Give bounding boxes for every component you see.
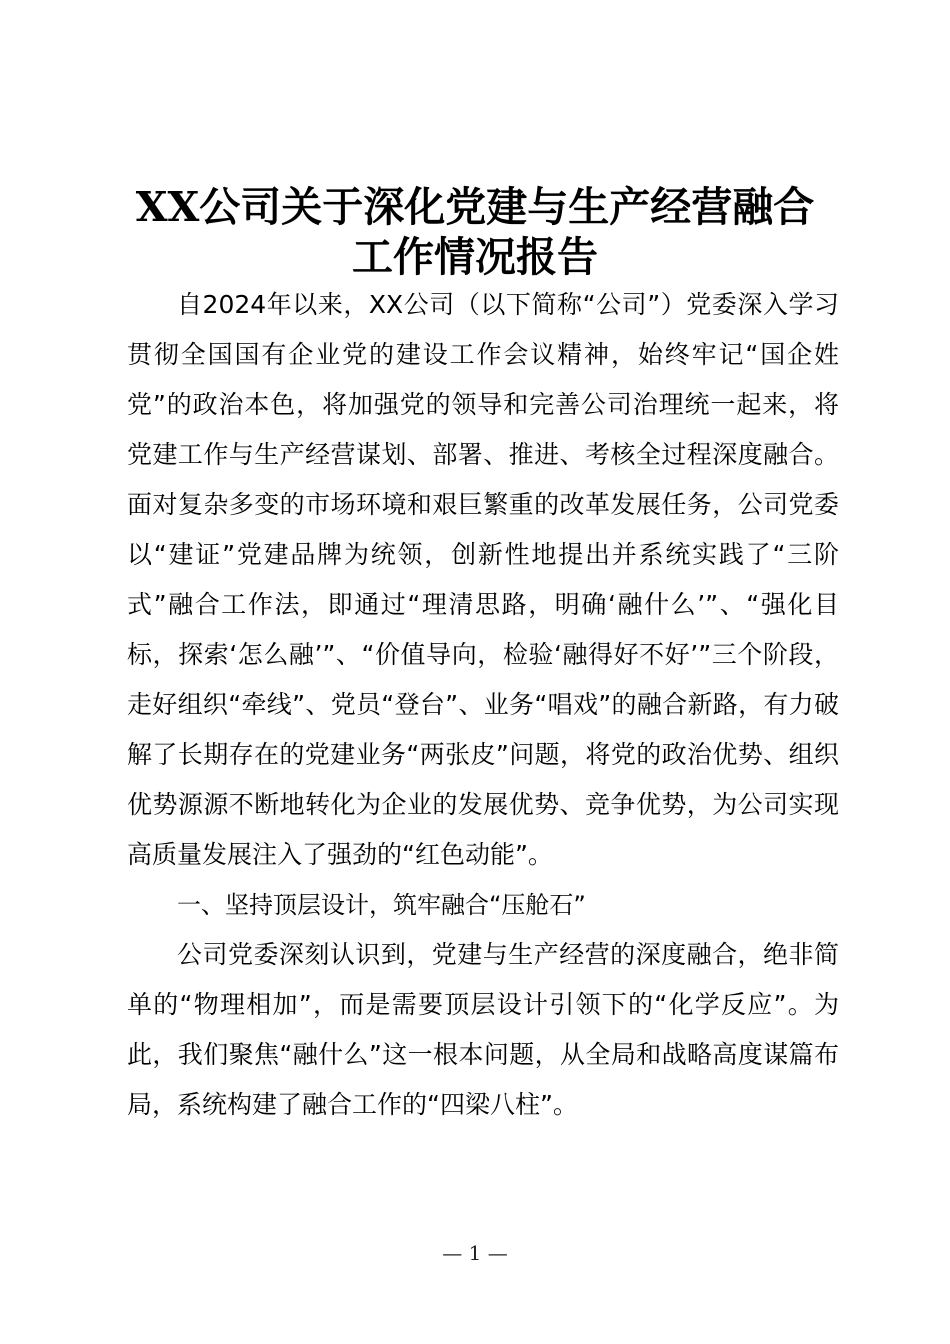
page-number: — 1 — xyxy=(442,1241,508,1265)
document-title-line1: XX公司关于深化党建与生产经营融合 xyxy=(135,183,815,231)
section-heading-1: 一、坚持顶层设计，筑牢融合“压舱石” xyxy=(177,891,586,919)
document-title-line2: 工作情况报告 xyxy=(352,233,598,281)
paragraph-intro: 自2024年以来，XX公司（以下简称“公司”）党委深入学习贯彻全国国有企业党的建设工作会议精神，始终牢记“国企姓党”的政治本色，将加强党的领导和完善公司治理统一起来，将党建工作与生产经营谋划、部署、推进、考核全过程深度融合。面对复杂多变的市场环境和艰巨繁重的改革发展任务，公司党委以“建证”党建品牌为统领，创新性地提出并系统实践了“三阶式”融合工作法，即通过“理清思路，明确‘融什么’”、“强化目标，探索‘怎么融’”、“价值导向，检验‘融得好不好’”三个阶段，走好组织“牵线”、党员“登台”、业务“唱戏”的融合新路，有力破解了长期存在的党建业务“两张皮”问题，将党的政治优势、组织优势源源不断地转化为企业的发展优势、竞争优势，为公司实现高质量发展注入了强劲的“红色动能”。 xyxy=(127,290,839,869)
document-body xyxy=(127,280,839,1130)
paragraph-section1: 公司党委深刻认识到，党建与生产经营的深度融合，绝非简单的“物理相加”，而是需要顶层设计引领下的“化学反应”。为此，我们聚焦“融什么”这一根本问题，从全局和战略高度谋篇布局，系统构建了融合工作的“四梁八柱”。 xyxy=(127,940,839,1119)
